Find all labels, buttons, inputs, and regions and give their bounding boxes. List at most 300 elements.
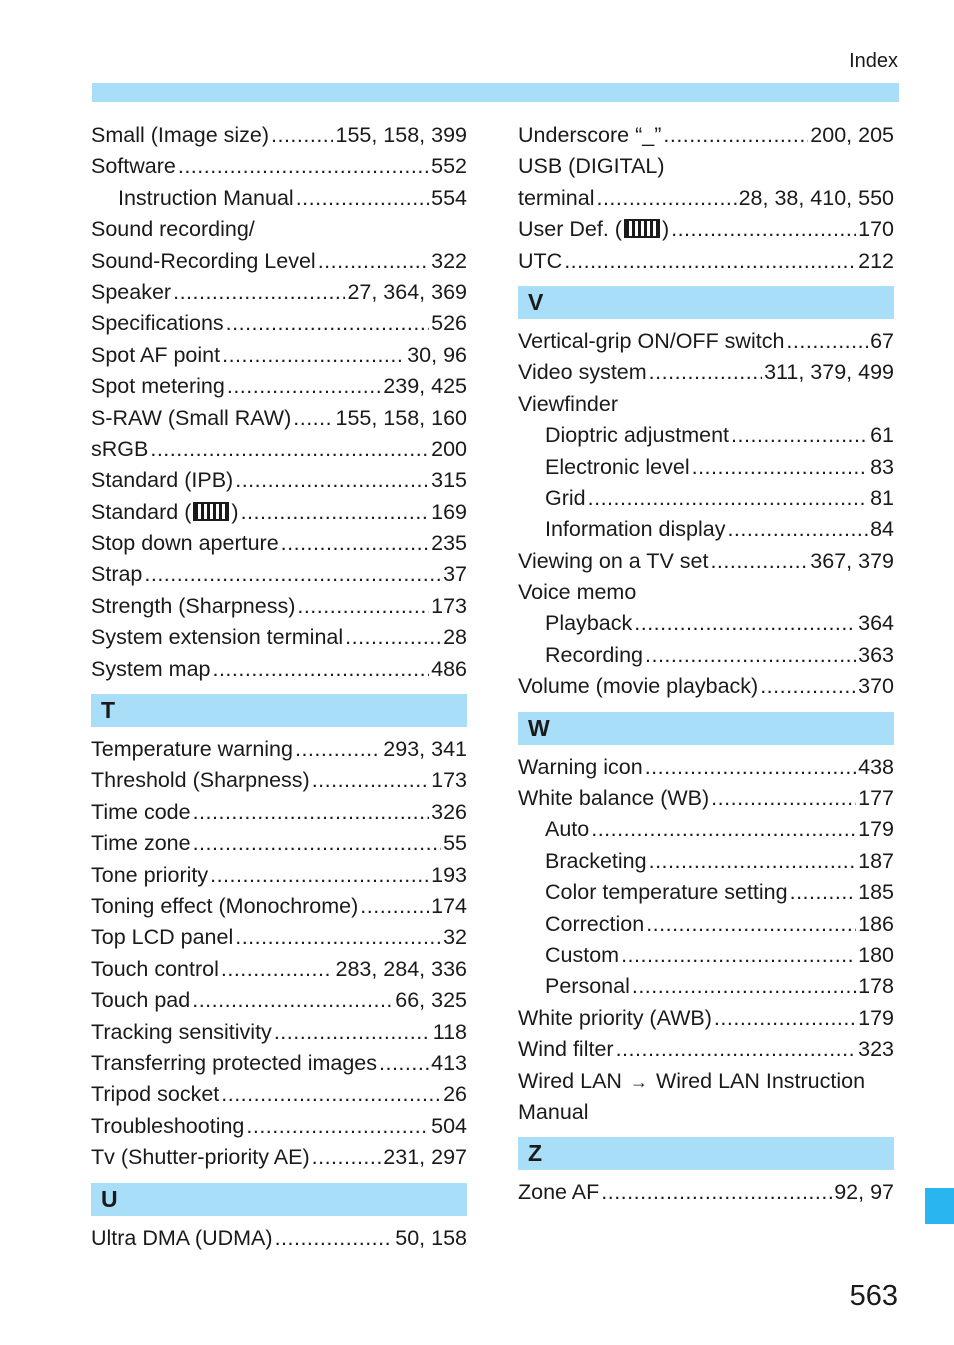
entry-text: Manual [518, 1099, 589, 1124]
entry-label: White priority (AWB) [518, 1005, 712, 1030]
entry-pages: 84 [870, 517, 894, 542]
entry-pages: 486 [431, 656, 467, 681]
entry-text [91, 922, 233, 953]
index-subentry [518, 452, 894, 483]
entry-label: Recording [545, 642, 643, 667]
entry-label: Grid [545, 485, 586, 510]
entry-label: Electronic level [545, 454, 690, 479]
dot-leader [621, 940, 856, 971]
entry-pages: 30, 96 [407, 342, 467, 367]
entry-text [91, 1223, 273, 1254]
dot-leader [318, 246, 429, 277]
dot-leader [360, 891, 429, 922]
entry-text: Wired LAN [518, 1068, 622, 1093]
entry-text [91, 622, 343, 653]
entry-label: Software [91, 154, 176, 179]
dot-leader [178, 151, 429, 182]
dot-leader [616, 1034, 857, 1065]
entry-text [91, 246, 316, 277]
entry-pages: 169 [431, 499, 467, 524]
entry-pages: 552 [431, 154, 467, 179]
entry-label: Speaker [91, 279, 172, 304]
dot-leader [221, 1079, 441, 1110]
dot-leader [227, 371, 381, 402]
entry-pages: 83 [870, 454, 894, 479]
index-entry [518, 1034, 894, 1065]
index-subentry [518, 814, 894, 845]
index-subentry [518, 420, 894, 451]
entry-text: Wired LAN Instruction [655, 1068, 866, 1093]
entry-pages: 28, 38, 410, 550 [738, 185, 894, 210]
entry-text [91, 371, 225, 402]
dot-leader [312, 765, 429, 796]
index-subentry [518, 514, 894, 545]
entry-text [91, 528, 279, 559]
entry-pages: 554 [431, 185, 467, 210]
entry-label: Warning icon [518, 754, 643, 779]
entry-pages: 178 [858, 974, 894, 999]
dot-leader [645, 752, 856, 783]
dot-leader [663, 120, 808, 151]
entry-pages: 81 [870, 485, 894, 510]
dot-leader [714, 1003, 856, 1034]
index-entry-heading [518, 1066, 894, 1097]
entry-pages: 326 [431, 799, 467, 824]
entry-pages: 239, 425 [383, 374, 467, 399]
index-entry [91, 765, 467, 796]
dot-leader [212, 654, 429, 685]
dot-leader [192, 985, 393, 1016]
index-subentry [518, 877, 894, 908]
dot-leader [588, 483, 868, 514]
dot-leader [241, 497, 430, 528]
entry-label: Underscore “_” [518, 123, 662, 147]
picture-style-user-def-icon [624, 219, 660, 238]
entry-label-close: ) [231, 499, 239, 524]
entry-text [518, 783, 709, 814]
entry-pages: 322 [431, 248, 467, 273]
index-entry [91, 922, 467, 953]
entry-pages: 28 [443, 625, 467, 650]
dot-leader [150, 434, 429, 465]
dot-leader [271, 120, 333, 151]
entry-pages: 155, 158, 160 [335, 405, 467, 430]
entry-label: Small (Image size) [91, 123, 270, 147]
index-entry [91, 1142, 467, 1173]
index-entry [91, 954, 467, 985]
entry-pages: 173 [431, 593, 467, 618]
entry-label: Standard ( [91, 499, 192, 524]
entry-label: Dioptric adjustment [545, 423, 730, 448]
index-subentry [518, 846, 894, 877]
dot-leader [345, 622, 441, 653]
entry-text [518, 671, 758, 702]
entry-pages: 118 [432, 1019, 467, 1044]
dot-leader [760, 671, 856, 702]
entry-label: Instruction Manual [118, 185, 294, 210]
entry-label: Tv (Shutter-priority AE) [91, 1145, 310, 1170]
dot-leader [601, 1177, 832, 1208]
section-letter: Z [518, 1137, 894, 1170]
section-letter: V [518, 286, 894, 319]
entry-label: Ultra DMA (UDMA) [91, 1225, 273, 1250]
running-header: Index [849, 50, 898, 72]
index-entry [91, 1223, 467, 1254]
index-entry [518, 671, 894, 702]
dot-leader [226, 308, 429, 339]
index-entry [91, 797, 467, 828]
entry-text [91, 985, 190, 1016]
entry-label: Bracketing [545, 848, 647, 873]
entry-text [518, 183, 594, 214]
entry-pages: 155, 158, 399 [335, 123, 467, 147]
entry-pages: 67 [870, 328, 894, 353]
entry-label: Transferring protected images [91, 1050, 377, 1075]
entry-text [518, 752, 643, 783]
entry-label: sRGB [91, 436, 149, 461]
entry-text [91, 1079, 219, 1110]
entry-text [91, 151, 176, 182]
entry-pages: 186 [858, 911, 894, 936]
entry-pages: 174 [431, 893, 467, 918]
entry-pages: 37 [443, 562, 467, 587]
section-letter: W [518, 712, 894, 745]
index-entry [91, 654, 467, 685]
entry-pages: 92, 97 [834, 1180, 894, 1205]
index-thumb-tab [925, 1188, 954, 1224]
dot-leader [221, 954, 334, 985]
entry-label: Touch control [91, 956, 219, 981]
entry-text: Viewfinder [518, 391, 618, 416]
entry-label: Tracking sensitivity [91, 1019, 272, 1044]
dot-leader [312, 1142, 382, 1173]
entry-label: Tripod socket [91, 1082, 220, 1107]
entry-label: Sound-Recording Level [91, 248, 316, 273]
entry-pages: 200 [431, 436, 467, 461]
entry-pages: 187 [858, 848, 894, 873]
entry-label: Temperature warning [91, 737, 293, 762]
index-entry [91, 559, 467, 590]
index-entry [91, 151, 467, 182]
dot-leader [649, 846, 857, 877]
entry-text [91, 308, 224, 339]
entry-text [545, 971, 630, 1002]
index-subentry [518, 608, 894, 639]
index-entry [91, 891, 467, 922]
entry-pages: 27, 364, 369 [347, 279, 467, 304]
entry-label: Time zone [91, 831, 191, 856]
index-entry [518, 246, 894, 277]
entry-pages: 364 [858, 611, 894, 636]
entry-pages: 50, 158 [395, 1225, 467, 1250]
entry-label: User Def. ( [518, 217, 622, 242]
index-entry [91, 528, 467, 559]
dot-leader [727, 514, 868, 545]
entry-text [91, 497, 239, 528]
index-entry [91, 120, 467, 151]
entry-text [518, 1034, 614, 1065]
entry-text [545, 452, 690, 483]
entry-pages: 231, 297 [383, 1145, 467, 1170]
dot-leader [210, 860, 429, 891]
entry-pages: 61 [870, 423, 894, 448]
dot-leader [632, 971, 856, 1002]
entry-label: Tone priority [91, 862, 209, 887]
entry-pages: 55 [443, 831, 467, 856]
entry-label: Correction [545, 911, 645, 936]
dot-leader [379, 1048, 429, 1079]
entry-text [91, 403, 291, 434]
dot-leader [671, 214, 856, 245]
entry-text [518, 1177, 599, 1208]
entry-label: Specifications [91, 311, 224, 336]
dot-leader [710, 546, 808, 577]
entry-text: USB (DIGITAL) [518, 154, 665, 179]
entry-text [545, 814, 589, 845]
entry-text: Sound recording/ [91, 217, 255, 242]
entry-pages: 413 [431, 1050, 467, 1075]
index-entry [518, 546, 894, 577]
dot-leader [564, 246, 856, 277]
index-entry [518, 357, 894, 388]
dot-leader [634, 608, 856, 639]
dot-leader [235, 922, 441, 953]
entry-text [518, 1003, 712, 1034]
index-entry [518, 120, 894, 151]
index-entry [518, 1177, 894, 1208]
dot-leader [246, 1111, 429, 1142]
entry-text [91, 1111, 244, 1142]
entry-label: Toning effect (Monochrome) [91, 893, 359, 918]
section-letter: U [91, 1183, 467, 1216]
entry-label: Zone AF [518, 1180, 600, 1205]
index-column-right [518, 120, 894, 1209]
index-column-left [91, 120, 467, 1254]
entry-text [91, 654, 210, 685]
index-entry [91, 591, 467, 622]
entry-text [545, 640, 643, 671]
dot-leader [274, 1017, 431, 1048]
entry-text [518, 546, 708, 577]
index-entry [91, 277, 467, 308]
entry-label: Color temperature setting [545, 880, 788, 905]
entry-text [91, 434, 148, 465]
entry-text [91, 1142, 310, 1173]
entry-pages: 185 [858, 880, 894, 905]
index-subentry [518, 940, 894, 971]
index-entry [91, 434, 467, 465]
entry-text [91, 1017, 272, 1048]
section-letter: T [91, 694, 467, 727]
entry-pages: 293, 341 [383, 737, 467, 762]
entry-pages: 367, 379 [810, 548, 894, 573]
entry-pages: 179 [858, 817, 894, 842]
entry-label: Troubleshooting [91, 1113, 245, 1138]
entry-pages: 200, 205 [810, 123, 894, 147]
entry-pages: 235 [431, 531, 467, 556]
entry-label: System extension terminal [91, 625, 344, 650]
entry-pages: 315 [431, 468, 467, 493]
entry-text [518, 357, 647, 388]
entry-label: Spot AF point [91, 342, 221, 367]
page-number: 563 [849, 1280, 898, 1312]
entry-label: Volume (movie playback) [518, 674, 759, 699]
entry-text [91, 1048, 377, 1079]
dot-leader [711, 783, 856, 814]
dot-leader [692, 452, 868, 483]
index-entry [91, 828, 467, 859]
entry-pages: 311, 379, 499 [764, 360, 894, 385]
entry-label: Touch pad [91, 988, 191, 1013]
entry-text [91, 860, 208, 891]
entry-label: Video system [518, 360, 647, 385]
entry-text [545, 420, 729, 451]
entry-label: Auto [545, 817, 590, 842]
index-entry-heading [518, 389, 894, 420]
dot-leader [173, 277, 345, 308]
entry-text [545, 940, 619, 971]
index-entry-heading [518, 1097, 894, 1128]
entry-pages: 26 [443, 1082, 467, 1107]
entry-text [545, 483, 586, 514]
entry-label-close: ) [661, 217, 670, 242]
index-subentry [518, 909, 894, 940]
index-entry [91, 860, 467, 891]
arrow-right-icon: → [629, 1071, 648, 1092]
index-entry [91, 371, 467, 402]
entry-pages: 526 [431, 311, 467, 336]
entry-label: Standard (IPB) [91, 468, 234, 493]
dot-leader [295, 734, 381, 765]
entry-label: Strength (Sharpness) [91, 593, 296, 618]
entry-label: Wind filter [518, 1037, 614, 1062]
dot-leader [591, 814, 856, 845]
index-entry [91, 403, 467, 434]
entry-text [545, 608, 632, 639]
index-entry [91, 497, 467, 528]
dot-leader [235, 465, 429, 496]
entry-label: UTC [518, 248, 563, 273]
index-entry [91, 340, 467, 371]
dot-leader [296, 183, 429, 214]
entry-pages: 179 [858, 1005, 894, 1030]
entry-text [118, 183, 294, 214]
index-entry [91, 985, 467, 1016]
entry-pages: 173 [431, 768, 467, 793]
index-entry [91, 1111, 467, 1142]
entry-text [91, 277, 171, 308]
index-entry [518, 326, 894, 357]
dot-leader [193, 828, 442, 859]
entry-text [545, 877, 788, 908]
entry-pages: 170 [858, 217, 894, 242]
index-entry-heading [518, 577, 894, 608]
entry-pages: 212 [858, 248, 894, 273]
index-entry [518, 752, 894, 783]
entry-label: Custom [545, 942, 620, 967]
entry-text [91, 797, 191, 828]
entry-label: Stop down aperture [91, 531, 279, 556]
entry-label: System map [91, 656, 211, 681]
entry-label: Time code [91, 799, 191, 824]
dot-leader [790, 877, 857, 908]
entry-label: White balance (WB) [518, 786, 710, 811]
entry-text [91, 828, 191, 859]
entry-pages: 193 [431, 862, 467, 887]
index-subentry [518, 483, 894, 514]
entry-label: Viewing on a TV set [518, 548, 709, 573]
dot-leader [193, 797, 430, 828]
entry-label: S-RAW (Small RAW) [91, 405, 292, 430]
picture-style-standard-icon [193, 502, 229, 521]
entry-text [518, 120, 661, 151]
index-entry [518, 783, 894, 814]
entry-text: Voice memo [518, 580, 637, 605]
entry-pages: 323 [858, 1037, 894, 1062]
entry-text [91, 465, 233, 496]
entry-text [545, 514, 725, 545]
dot-leader [222, 340, 405, 371]
index-entry-heading [518, 151, 894, 182]
entry-pages: 177 [858, 786, 894, 811]
entry-text [518, 326, 784, 357]
index-entry [91, 1017, 467, 1048]
entry-text [91, 591, 295, 622]
entry-label: Vertical-grip ON/OFF switch [518, 328, 785, 353]
entry-label: Personal [545, 974, 630, 999]
dot-leader [786, 326, 868, 357]
header-rule [92, 83, 899, 102]
entry-label: terminal [518, 185, 595, 210]
dot-leader [645, 640, 856, 671]
index-entry [91, 1079, 467, 1110]
dot-leader [293, 403, 333, 434]
entry-label: Information display [545, 517, 726, 542]
index-entry-heading [91, 214, 467, 245]
index-subentry [518, 640, 894, 671]
entry-text [545, 909, 644, 940]
entry-text [91, 120, 269, 151]
dot-leader [596, 183, 736, 214]
entry-text [91, 891, 358, 922]
entry-pages: 180 [858, 942, 894, 967]
entry-pages: 370 [858, 674, 894, 699]
dot-leader [281, 528, 429, 559]
entry-text [91, 954, 219, 985]
index-entry [91, 465, 467, 496]
dot-leader [144, 559, 441, 590]
entry-pages: 283, 284, 336 [335, 956, 467, 981]
entry-pages: 363 [858, 642, 894, 667]
entry-text [91, 559, 142, 590]
index-entry [91, 734, 467, 765]
index-subentry [518, 971, 894, 1002]
index-entry [518, 1003, 894, 1034]
dot-leader [646, 909, 856, 940]
index-entry [91, 1048, 467, 1079]
entry-label: Top LCD panel [91, 925, 234, 950]
entry-label: Playback [545, 611, 633, 636]
index-entry [518, 214, 894, 245]
index-entry [91, 246, 467, 277]
entry-pages: 438 [858, 754, 894, 779]
dot-leader [649, 357, 762, 388]
dot-leader [731, 420, 868, 451]
index-entry [91, 308, 467, 339]
dot-leader [297, 591, 429, 622]
entry-pages: 32 [443, 925, 467, 950]
entry-label: Spot metering [91, 374, 225, 399]
